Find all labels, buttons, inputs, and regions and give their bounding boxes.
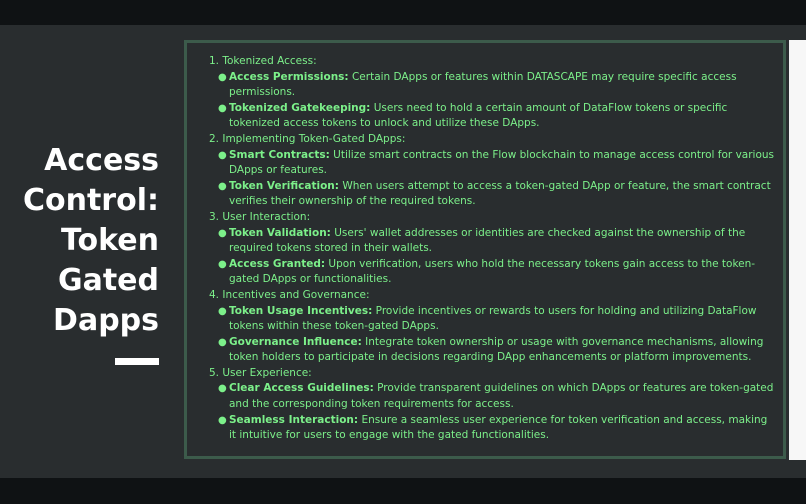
item-term: Governance Influence: (229, 335, 362, 348)
item-text: Upon verification, users who hold the necessary tokens gain access to the token-gated DApps or functionalities. (229, 257, 756, 286)
item-text: Certain DApps or features within DATASCAPE may require specific access permissions. (229, 70, 737, 99)
section (209, 210, 777, 288)
section (209, 288, 777, 366)
section-heading: 5. User Experience: (209, 366, 312, 379)
list-item (218, 257, 777, 288)
item-term: Tokenized Gatekeeping: (229, 101, 371, 114)
section (209, 132, 777, 210)
item-text: When users attempt to access a token-gated DApp or feature, the smart contract verifies their ownership of the required tokens. (229, 179, 771, 208)
bullet-icon: ● (218, 305, 227, 317)
bullet-list (209, 304, 777, 366)
list-item (218, 101, 777, 132)
section-heading: 4. Incentives and Governance: (209, 288, 370, 301)
item-term: Seamless Interaction: (229, 413, 359, 426)
title-line: Dapps (53, 303, 159, 338)
list-item (218, 381, 777, 412)
top-letterbox-bar (0, 0, 806, 25)
list-item (218, 179, 777, 210)
list-item (218, 70, 777, 101)
title-line: Gated (57, 263, 159, 298)
section (209, 54, 777, 132)
item-term: Access Granted: (229, 257, 326, 270)
item-term: Token Usage Incentives: (229, 304, 373, 317)
item-text: Provide incentives or rewards to users for holding and utilizing DataFlow tokens within these token-gated DApps. (229, 304, 757, 333)
list-item (218, 304, 777, 335)
bullet-list (209, 226, 777, 288)
item-text: Integrate token ownership or usage with governance mechanisms, allowing token holders to participate in decisions regarding DApp enhancements or platform improvements. (229, 335, 764, 364)
section (209, 366, 777, 444)
title-line: Access (44, 143, 159, 178)
item-text: Utilize smart contracts on the Flow blockchain to manage access control for various DApps or features. (229, 148, 775, 177)
title-line: Token (61, 223, 159, 258)
bullet-icon: ● (218, 227, 227, 239)
bullet-icon: ● (218, 180, 227, 192)
list-item (218, 413, 777, 444)
section-heading: 3. User Interaction: (209, 210, 311, 223)
bullet-list (209, 381, 777, 443)
item-text: Provide transparent guidelines on which DApps or features are token-gated and the corresponding token requirements for access. (229, 382, 774, 411)
bottom-letterbox-bar (0, 478, 806, 504)
list-item (218, 226, 777, 257)
right-edge-strip (789, 40, 806, 460)
item-term: Token Validation: (229, 226, 331, 239)
section-heading: 2. Implementing Token-Gated DApps: (209, 132, 406, 145)
item-text: Ensure a seamless user experience for token verification and access, making it intuitive for users to engage with the gated functionalities. (229, 413, 768, 442)
bullet-icon: ● (218, 258, 227, 270)
title-underline (115, 358, 159, 365)
bullet-icon: ● (218, 102, 227, 114)
bullet-icon: ● (218, 414, 227, 426)
item-term: Token Verification: (229, 179, 339, 192)
bullet-icon: ● (218, 149, 227, 161)
slide-title (0, 141, 159, 341)
bullet-icon: ● (218, 336, 227, 348)
bullet-icon: ● (218, 71, 227, 83)
item-text: Users need to hold a certain amount of DataFlow tokens or specific tokenized access tokens to unlock and utilize these DApps. (229, 101, 728, 130)
item-text: Users' wallet addresses or identities are checked against the ownership of the required tokens stored in their wallets. (229, 226, 746, 255)
bullet-list (209, 70, 777, 132)
bullet-list (209, 148, 777, 210)
item-term: Clear Access Guidelines: (229, 382, 374, 395)
content-list (209, 54, 777, 444)
item-term: Access Permissions: (229, 70, 349, 83)
list-item (218, 148, 777, 179)
section-heading: 1. Tokenized Access: (209, 55, 317, 67)
title-line: Control: (22, 183, 159, 218)
list-item (218, 335, 777, 366)
bullet-icon: ● (218, 383, 227, 395)
item-term: Smart Contracts: (229, 148, 330, 161)
